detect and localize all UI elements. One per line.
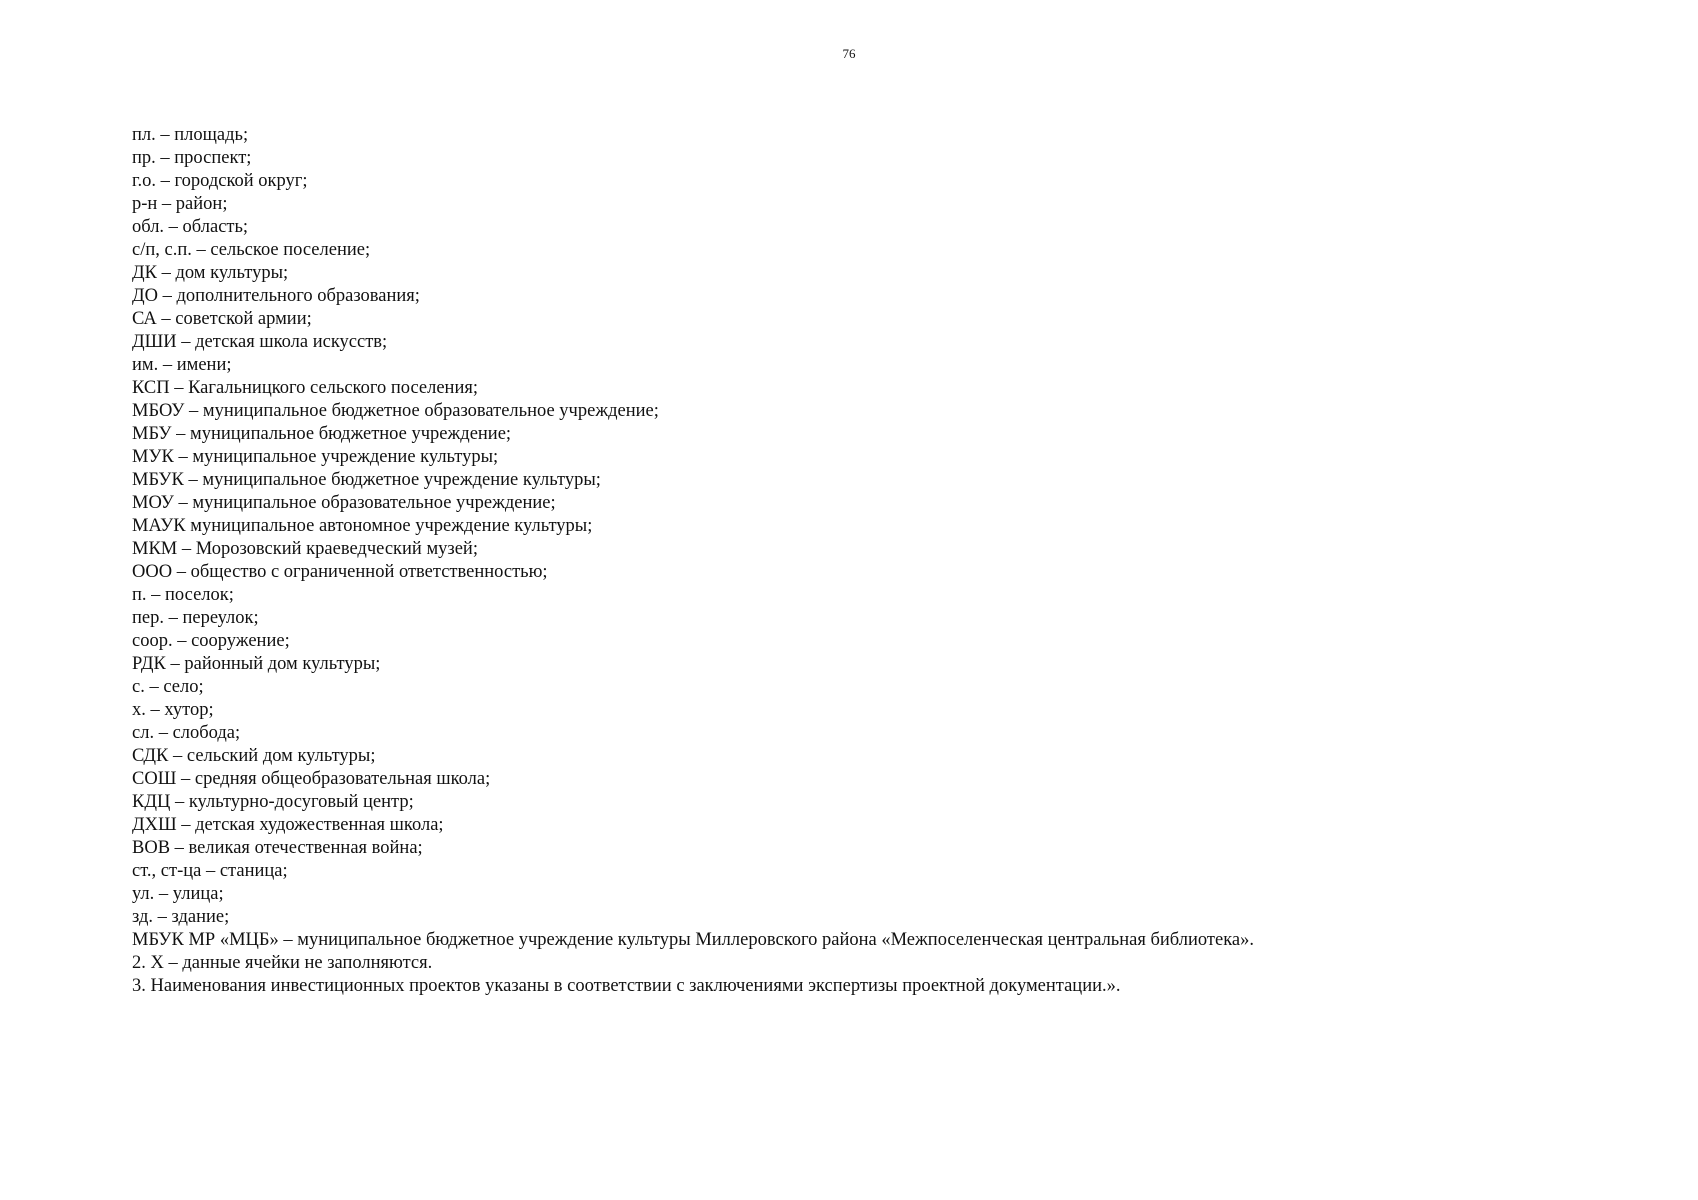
abbreviation-line: ДХШ – детская художественная школа; (132, 815, 444, 835)
abbreviation-line: сл. – слобода; (132, 723, 241, 743)
abbreviation-line: МКМ – Морозовский краеведческий музей; (132, 539, 478, 559)
abbreviation-line: г.о. – городской округ; (132, 171, 308, 191)
page-number: 76 (842, 46, 856, 61)
abbreviation-line: с/п, с.п. – сельское поселение; (132, 240, 371, 260)
abbreviation-line: р-н – район; (132, 194, 228, 214)
abbreviation-line: КДЦ – культурно-досуговый центр; (132, 792, 414, 812)
abbreviation-line: МОУ – муниципальное образовательное учреждение; (132, 493, 556, 513)
abbreviation-line: с. – село; (132, 677, 204, 697)
abbreviation-line: ДК – дом культуры; (132, 263, 289, 283)
abbreviation-line: п. – поселок; (132, 585, 234, 605)
abbreviation-line: КСП – Кагальницкого сельского поселения; (132, 378, 478, 398)
abbreviations-list (132, 124, 1632, 998)
abbreviation-line: пр. – проспект; (132, 148, 252, 168)
abbreviation-line: ул. – улица; (132, 884, 224, 904)
abbreviation-line: ДШИ – детская школа искусств; (132, 332, 388, 352)
abbreviation-line: обл. – область; (132, 217, 249, 237)
abbreviation-line: МБУК МР «МЦБ» – муниципальное бюджетное учреждение культуры Миллеровского района «Межпоселенческая центральная библиотека». (132, 930, 1254, 950)
abbreviation-line: МАУК муниципальное автономное учреждение культуры; (132, 516, 593, 536)
abbreviation-line: МБОУ – муниципальное бюджетное образовательное учреждение; (132, 401, 659, 421)
abbreviation-line: ст., ст-ца – станица; (132, 861, 288, 881)
note-line: 3. Наименования инвестиционных проектов указаны в соответствии с заключениями экспертизы проектной документации.». (132, 976, 1121, 996)
abbreviation-line: МБУ – муниципальное бюджетное учреждение; (132, 424, 512, 444)
abbreviation-line: соор. – сооружение; (132, 631, 290, 651)
abbreviation-line: РДК – районный дом культуры; (132, 654, 381, 674)
abbreviation-line: МУК – муниципальное учреждение культуры; (132, 447, 499, 467)
abbreviation-line: х. – хутор; (132, 700, 214, 720)
abbreviation-line: зд. – здание; (132, 907, 230, 927)
abbreviation-line: пл. – площадь; (132, 125, 249, 145)
abbreviation-line: СА – советской армии; (132, 309, 312, 329)
abbreviation-line: им. – имени; (132, 355, 232, 375)
note-line: 2. Х – данные ячейки не заполняются. (132, 953, 433, 973)
abbreviation-line: СДК – сельский дом культуры; (132, 746, 376, 766)
abbreviation-line: пер. – переулок; (132, 608, 259, 628)
abbreviation-line: СОШ – средняя общеобразовательная школа; (132, 769, 491, 789)
abbreviation-line: ООО – общество с ограниченной ответственностью; (132, 562, 548, 582)
abbreviation-line: ДО – дополнительного образования; (132, 286, 420, 306)
abbreviation-line: ВОВ – великая отечественная война; (132, 838, 423, 858)
abbreviation-line: МБУК – муниципальное бюджетное учреждение культуры; (132, 470, 601, 490)
